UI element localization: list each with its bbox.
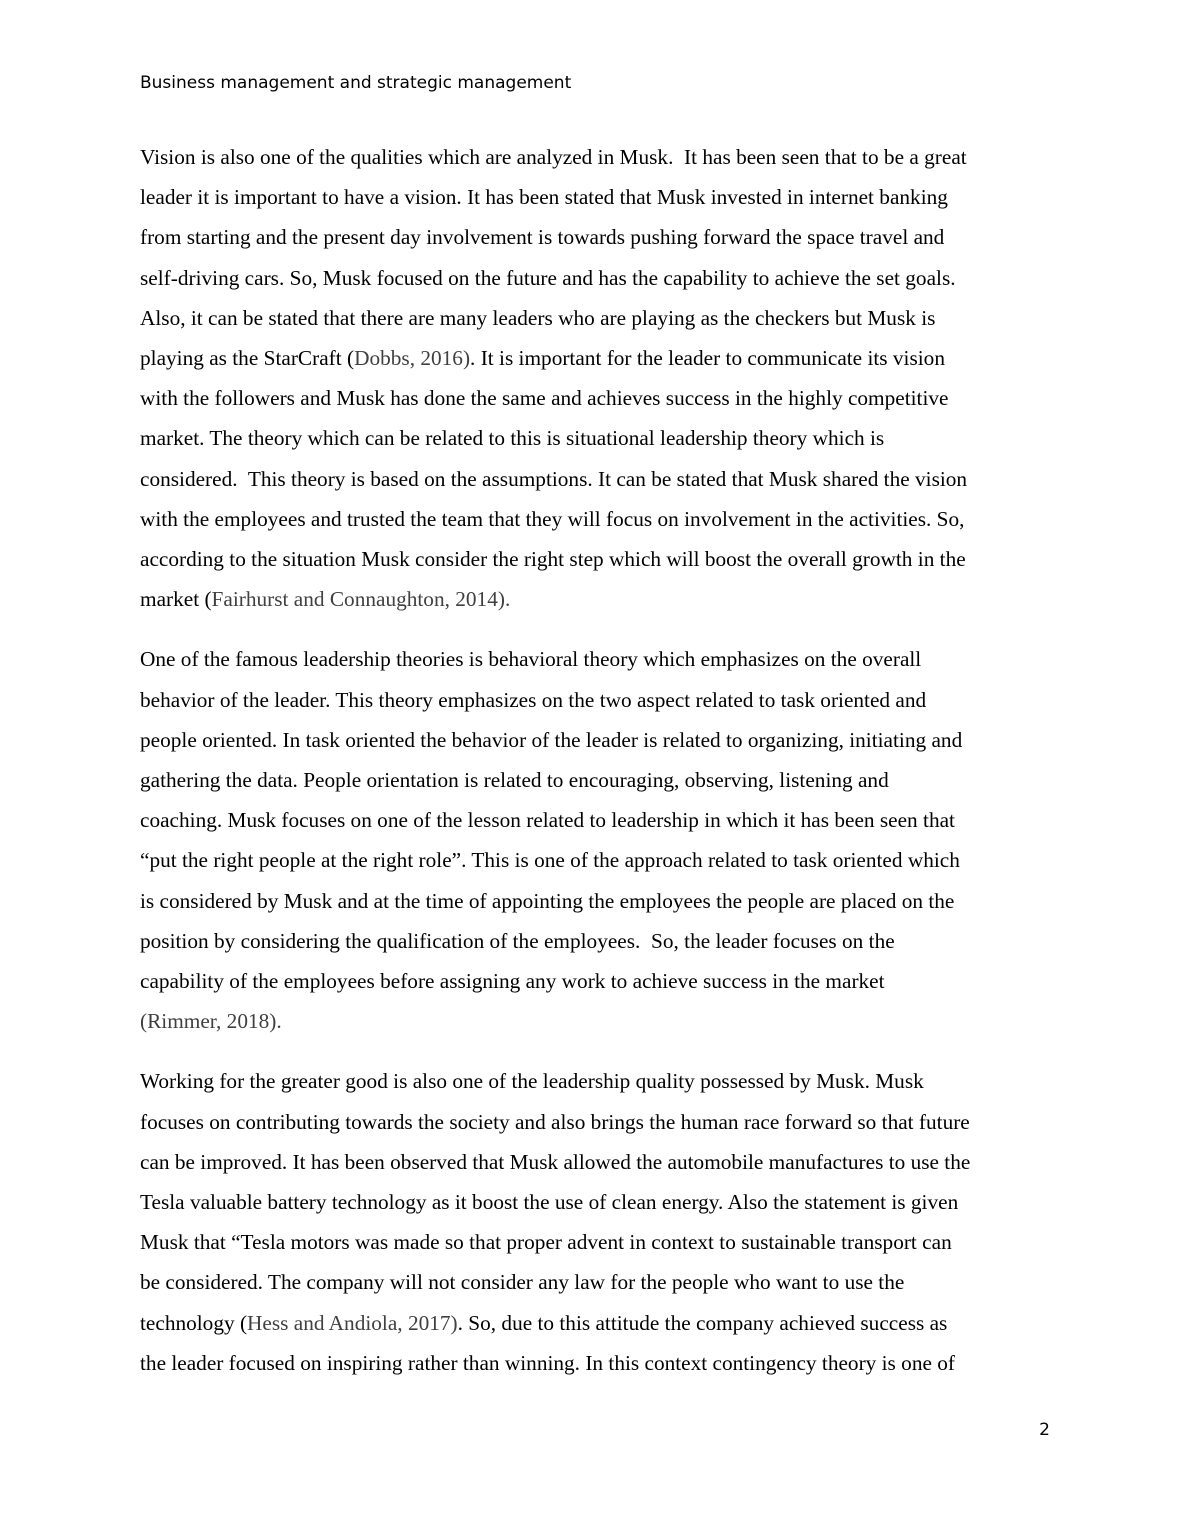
text-segment: playing as the StarCraft (	[140, 346, 355, 371]
text-line	[140, 881, 1052, 921]
text-segment: gathering the data. People orientation is related to encouraging, observing, listening and	[140, 768, 889, 793]
text-line	[140, 961, 1052, 1001]
text-segment: Musk that “Tesla motors was made so that proper advent in context to sustainable transport can	[140, 1230, 952, 1255]
text-line	[140, 1142, 1052, 1182]
text-segment: Vision is also one of the qualities which are analyzed in Musk. It has been seen that to be a great	[140, 145, 967, 169]
text-segment: coaching. Musk focuses on one of the lesson related to leadership in which it has been seen that	[140, 808, 955, 833]
page-number: 2	[1039, 1420, 1050, 1440]
text-segment: behavior of the leader. This theory emphasizes on the two aspect related to task oriented and	[140, 687, 927, 712]
text-segment: from starting and the present day involvement is towards pushing forward the space travel and	[140, 225, 945, 250]
text-segment: Also, it can be stated that there are many leaders who are playing as the checkers but Musk is	[140, 305, 936, 330]
text-segment: technology (	[140, 1310, 248, 1335]
text-line	[140, 338, 1052, 378]
text-line	[140, 378, 1052, 418]
text-line	[140, 1222, 1052, 1262]
text-line	[140, 499, 1052, 539]
citation: Dobbs, 2016)	[354, 346, 471, 371]
text-segment: can be improved. It has been observed that Musk allowed the automobile manufactures to use the	[140, 1149, 971, 1174]
text-line	[140, 1001, 1052, 1041]
text-segment: position by considering the qualification of the employees. So, the leader focuses on the	[140, 928, 895, 953]
text-line	[140, 418, 1052, 458]
text-segment: focuses on contributing towards the society and also brings the human race forward so that future	[140, 1109, 970, 1134]
citation: (Rimmer, 2018).	[140, 1009, 282, 1034]
text-line	[140, 1343, 1052, 1383]
text-segment: . So, due to this attitude the company achieved success as	[457, 1310, 948, 1335]
text-line	[140, 800, 1052, 840]
text-line	[140, 840, 1052, 880]
text-line	[140, 177, 1052, 217]
text-line	[140, 680, 1052, 720]
text-line	[140, 217, 1052, 257]
text-line	[140, 1102, 1052, 1142]
text-line	[140, 1061, 1052, 1101]
paragraph	[140, 639, 1052, 1041]
text-segment: market. The theory which can be related to this is situational leadership theory which is	[140, 426, 885, 451]
text-segment: capability of the employees before assigning any work to achieve success in the market	[140, 969, 885, 994]
text-line	[140, 1262, 1052, 1302]
text-segment: “put the right people at the right role”. This is one of the approach related to task oriented which	[140, 848, 960, 873]
text-line	[140, 298, 1052, 338]
text-segment: Tesla valuable battery technology as it boost the use of clean energy. Also the statement is given	[140, 1190, 959, 1215]
text-segment: Working for the greater good is also one of the leadership quality possessed by Musk. Musk	[140, 1069, 924, 1094]
text-line	[140, 1182, 1052, 1222]
text-line	[140, 579, 1052, 619]
citation: Fairhurst and Connaughton, 2014).	[211, 587, 511, 612]
text-line	[140, 720, 1052, 760]
text-line	[140, 258, 1052, 298]
text-segment: leader it is important to have a vision. It has been stated that Musk invested in internet banking	[140, 185, 948, 210]
text-segment: is considered by Musk and at the time of appointing the employees the people are placed on the	[140, 888, 955, 913]
paragraph	[140, 1061, 1052, 1383]
text-segment: the leader focused on inspiring rather than winning. In this context contingency theory is one of	[140, 1350, 955, 1375]
text-line	[140, 137, 1052, 177]
text-line	[140, 459, 1052, 499]
text-segment: people oriented. In task oriented the behavior of the leader is related to organizing, initiating and	[140, 727, 963, 752]
citation: Hess and Andiola, 2017)	[247, 1310, 458, 1335]
text-segment: One of the famous leadership theories is behavioral theory which emphasizes on the overall	[140, 647, 922, 672]
paragraph	[140, 137, 1052, 619]
text-segment: with the employees and trusted the team that they will focus on involvement in the activities. So,	[140, 506, 965, 531]
running-header: Business management and strategic management	[140, 73, 572, 93]
text-segment: market (	[140, 587, 212, 612]
text-line	[140, 760, 1052, 800]
text-line	[140, 1303, 1052, 1343]
text-segment: with the followers and Musk has done the same and achieves success in the highly competitive	[140, 386, 949, 411]
text-line	[140, 921, 1052, 961]
text-line	[140, 639, 1052, 679]
text-segment: according to the situation Musk consider the right step which will boost the overall growth in the	[140, 547, 966, 572]
text-segment: self-driving cars. So, Musk focused on the future and has the capability to achieve the set goals.	[140, 265, 956, 290]
text-segment: be considered. The company will not consider any law for the people who want to use the	[140, 1270, 905, 1295]
text-line	[140, 539, 1052, 579]
text-segment: . It is important for the leader to communicate its vision	[470, 346, 945, 371]
text-segment: considered. This theory is based on the assumptions. It can be stated that Musk shared the vision	[140, 466, 968, 491]
document-body	[140, 137, 1052, 1403]
